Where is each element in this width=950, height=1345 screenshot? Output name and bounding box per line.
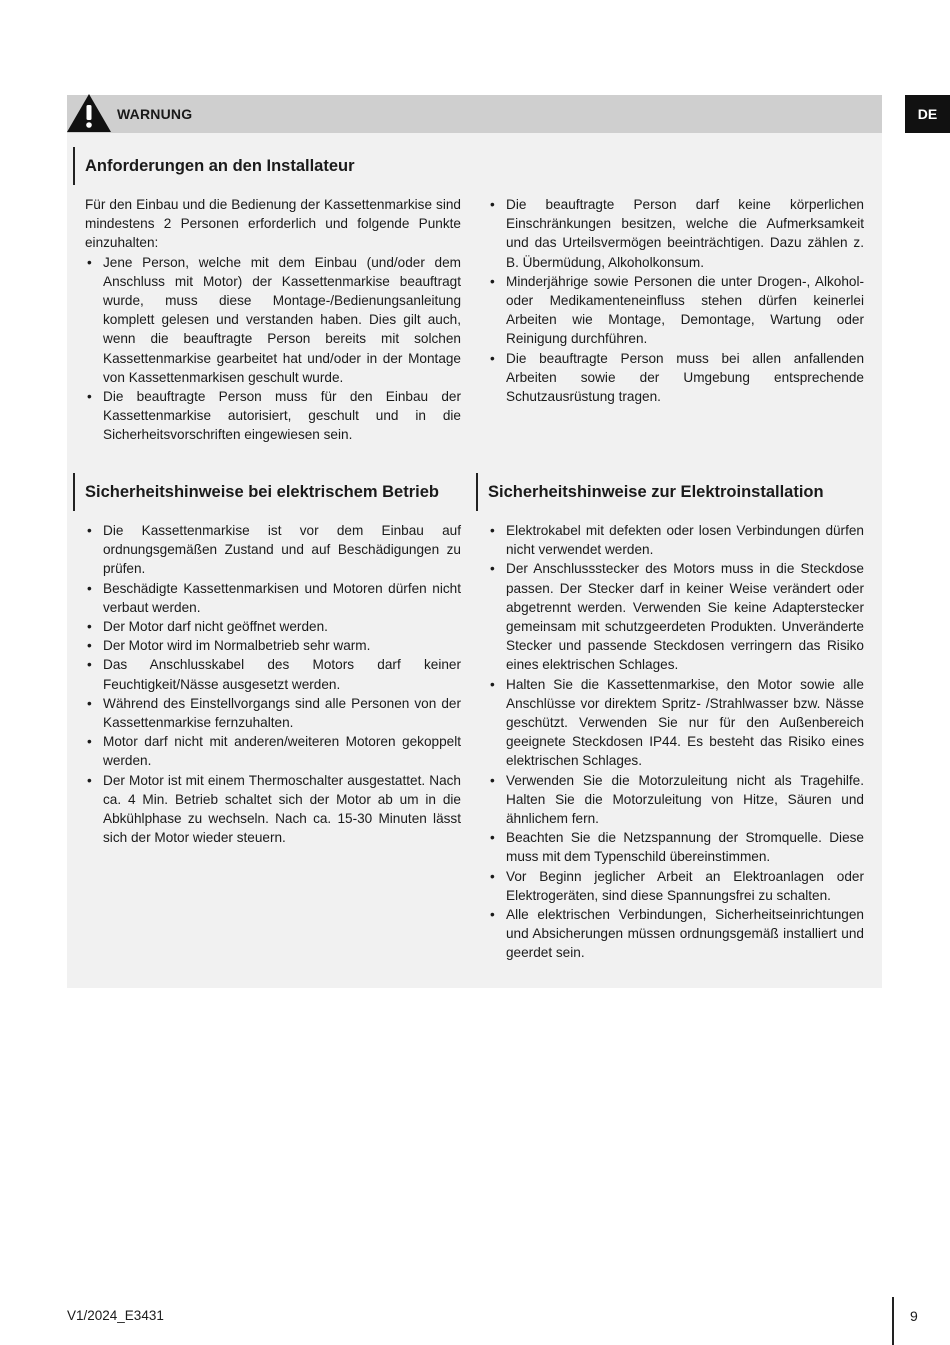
list-item: • Die beauftragte Person muss bei allen anfallenden Arbeiten sowie der Umgebung entsprechende Schutzausrüstung tragen. — [488, 349, 864, 407]
installer-right-list — [488, 195, 864, 406]
list-item: • Beachten Sie die Netzspannung der Stromquelle. Diese muss mit dem Typenschild übereinstimmen. — [488, 828, 864, 866]
section-heading-installer: Anforderungen an den Installateur — [73, 147, 355, 185]
list-item: • Die Kassettenmarkise ist vor dem Einbau auf ordnungsgemäßen Zustand und auf Beschädigungen zu prüfen. — [85, 521, 461, 579]
electric-operation-list — [85, 521, 461, 847]
list-item: • Der Motor darf nicht geöffnet werden. — [85, 617, 461, 636]
list-item: • Die beauftragte Person darf keine körperlichen Einschränkungen besitzen, welche die Aufmerksamkeit und das Urteilsvermögen beeinträchtigen. Dazu zählen z. B. Übermüdung, Alkoholkonsum. — [488, 195, 864, 272]
list-item: • Der Motor wird im Normalbetrieb sehr warm. — [85, 636, 461, 655]
installer-left-column — [85, 195, 461, 445]
list-item: • Alle elektrischen Verbindungen, Sicherheitseinrichtungen und Absicherungen müssen ordnungsgemäß installiert und geerdet sein. — [488, 905, 864, 963]
list-item: • Minderjährige sowie Personen die unter Drogen-, Alkohol- oder Medikamenteneinfluss stehen dürfen keinerlei Arbeiten wie Montage, Demontage, Wartung oder Reinigung durchführen. — [488, 272, 864, 349]
language-tab — [905, 95, 950, 133]
installer-intro: Für den Einbau und die Bedienung der Kassettenmarkise sind mindestens 2 Personen erforderlich und folgende Punkte einzuhalten: — [85, 197, 461, 251]
list-item: • Das Anschlusskabel des Motors darf keiner Feuchtigkeit/Nässe ausgesetzt werden. — [85, 655, 461, 693]
list-item: • Vor Beginn jeglicher Arbeit an Elektroanlagen oder Elektrogeräten, sind diese Spannungsfrei zu schalten. — [488, 867, 864, 905]
list-item: • Jene Person, welche mit dem Einbau (und/oder dem Anschluss mit Motor) der Kassettenmarkise beauftragt wurde, muss diese Montage-/Bedienungsanleitung komplett gelesen und verstanden haben. Dies gilt auch, wenn die beauftragte Person bereits mit solchen Kassettenmarkise gearbeitet hat und/oder in der Montage von Kassettenmarkisen geschult wurde. — [85, 253, 461, 387]
list-item: • Motor darf nicht mit anderen/weiteren Motoren gekoppelt werden. — [85, 732, 461, 770]
page-number: 9 — [910, 1308, 918, 1324]
list-item: • Der Anschlussstecker des Motors muss in die Steckdose passen. Der Stecker darf in keiner Weise verändert oder abgetrennt werden. Verwenden Sie keine Adapterstecker gemeinsam mit schutzgeerdeten Produkten. Unveränderte Stecker und passende Steckdosen verringern das Risiko eines elektrischen Schlages. — [488, 559, 864, 674]
warning-triangle-icon — [66, 93, 112, 133]
installer-right-column — [488, 195, 864, 406]
electrical-installation-list — [488, 521, 864, 963]
electrical-installation-column — [488, 521, 864, 963]
section-heading-electric-operation: Sicherheitshinweise bei elektrischem Betrieb — [73, 473, 439, 511]
language-code: DE — [917, 106, 938, 122]
electric-operation-column — [85, 521, 461, 847]
list-item: • Die beauftragte Person muss für den Einbau der Kassettenmarkise autorisiert, geschult und in die Sicherheitsvorschriften eingewiesen sein. — [85, 387, 461, 445]
section-heading-electrical-installation: Sicherheitshinweise zur Elektroinstallation — [476, 473, 824, 511]
list-item: • Halten Sie die Kassettenmarkise, den Motor sowie alle Anschlüsse vor direktem Spritz- /Strahlwasser bzw. Nässe geschützt. Verwenden Sie nur für den Außenbereich geeignete Steckdosen IP44. Es besteht das Risiko eines elektrischen Schlages. — [488, 675, 864, 771]
installer-left-list — [85, 253, 461, 445]
list-item: • Beschädigte Kassettenmarkisen und Motoren dürfen nicht verbaut werden. — [85, 579, 461, 617]
warning-label: WARNUNG — [117, 106, 193, 122]
list-item: • Elektrokabel mit defekten oder losen Verbindungen dürfen nicht verwendet werden. — [488, 521, 864, 559]
list-item: • Der Motor ist mit einem Thermoschalter ausgestattet. Nach ca. 4 Min. Betrieb schaltet sich der Motor ab um in die Abkühlphase zu wechseln. Nach ca. 15-30 Minuten lässt sich der Motor wieder steuern. — [85, 771, 461, 848]
footer-divider — [892, 1297, 894, 1345]
list-item: • Verwenden Sie die Motorzuleitung nicht als Tragehilfe. Halten Sie die Motorzuleitung von Hitze, Säuren und ähnlichem fern. — [488, 771, 864, 829]
list-item: • Während des Einstellvorgangs sind alle Personen von der Kassettenmarkise fernzuhalten. — [85, 694, 461, 732]
document-version: V1/2024_E3431 — [67, 1308, 164, 1323]
